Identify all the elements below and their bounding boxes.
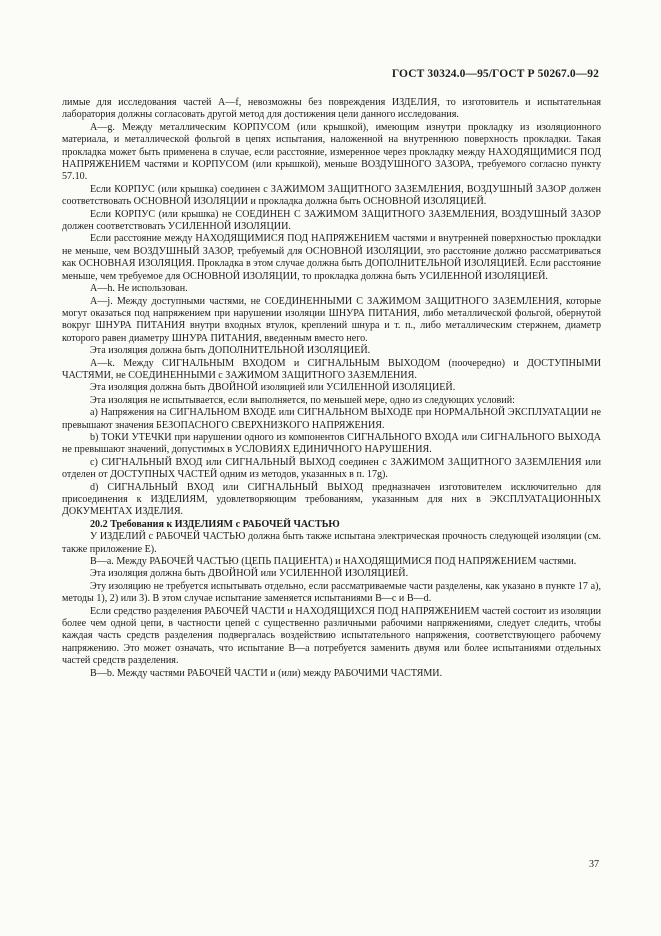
- paragraph: A—g. Между металлическим КОРПУСОМ (или крышкой), имеющим изнутри прокладку из изоляционного материала, и металлической фольгой в цепях испытания, наложенной на внутреннюю поверхность прокладки. Такая прокладка может быть применена в случае, если расстояние, измеренное через прокладку между НАХОДЯЩИМИСЯ ПОД НАПРЯЖЕНИЕМ частями и КОРПУСОМ (или крышкой), меньше ВОЗДУШНОГО ЗАЗОРА, требуемого согласно пункту 57.10.: [62, 121, 601, 183]
- paragraph: Если КОРПУС (или крышка) соединен с ЗАЖИМОМ ЗАЩИТНОГО ЗАЗЕМЛЕНИЯ, ВОЗДУШНЫЙ ЗАЗОР должен соответствовать ОСНОВНОЙ ИЗОЛЯЦИИ и прокладка должна быть ОСНОВНОЙ ИЗОЛЯЦИЕЙ.: [62, 183, 601, 208]
- document-header: ГОСТ 30324.0—95/ГОСТ Р 50267.0—92: [391, 68, 599, 80]
- paragraph: У ИЗДЕЛИЙ с РАБОЧЕЙ ЧАСТЬЮ должна быть также испытана электрическая прочность следующей изоляции (см. также приложение Е).: [62, 531, 601, 555]
- page-number: 37: [589, 859, 599, 870]
- paragraph: Если средство разделения РАБОЧЕЙ ЧАСТИ и НАХОДЯЩИХСЯ ПОД НАПРЯЖЕНИЕМ частей состоит из изоляции более чем одной цепи, в частности цепей с существенно различными рабочими напряжениями, следует следить, чтобы каждая часть средств разделения подвергалась воздействию испытательного напряжения, соответствующего рабочему напряжению. Это может означать, что испытание B—a потребуется заменить двумя или более испытаниями отдельных частей средств разделения.: [62, 605, 601, 667]
- paragraph: d) СИГНАЛЬНЫЙ ВХОД или СИГНАЛЬНЫЙ ВЫХОД предназначен изготовителем исключительно для присоединения к ИЗДЕЛИЯМ, удовлетворяющим требованиям, указанным для них в ЭКСПЛУАТАЦИОННЫХ ДОКУМЕНТАХ ИЗДЕЛИЯ.: [62, 481, 601, 518]
- paragraph: a) Напряжения на СИГНАЛЬНОМ ВХОДЕ или СИГНАЛЬНОМ ВЫХОДЕ при НОРМАЛЬНОЙ ЭКСПЛУАТАЦИИ не превышают значения БЕЗОПАСНОГО СВЕРХНИЗКОГО НАПРЯЖЕНИЯ.: [62, 407, 601, 431]
- paragraph: лимые для исследования частей A—f, невозможны без повреждения ИЗДЕЛИЯ, то изготовитель и испытательная лаборатория должны согласовать другой метод для достижения цели данного исследования.: [62, 97, 601, 121]
- paragraph: A—k. Между СИГНАЛЬНЫМ ВХОДОМ и СИГНАЛЬНЫМ ВЫХОДОМ (поочередно) и ДОСТУПНЫМИ ЧАСТЯМИ, не СОЕДИНЕННЫМИ с ЗАЖИМОМ ЗАЩИТНОГО ЗАЗЕМЛЕНИЯ.: [62, 357, 601, 381]
- paragraph: Эту изоляцию не требуется испытывать отдельно, если рассматриваемые части разделены, как указано в пункте 17 а), методы 1), 2) или 3). В этом случае испытание заменяется испытаниями B—c и B—d.: [62, 580, 601, 605]
- section-heading: 20.2 Требования к ИЗДЕЛИЯМ с РАБОЧЕЙ ЧАСТЬЮ: [90, 518, 340, 530]
- paragraph: c) СИГНАЛЬНЫЙ ВХОД или СИГНАЛЬНЫЙ ВЫХОД соединен с ЗАЖИМОМ ЗАЩИТНОГО ЗАЗЕМЛЕНИЯ или отделен от ДОСТУПНЫХ ЧАСТЕЙ одним из методов, указанных в п. 17g).: [62, 456, 601, 481]
- paragraph: A—j. Между доступными частями, не СОЕДИНЕННЫМИ С ЗАЖИМОМ ЗАЩИТНОГО ЗАЗЕМЛЕНИЯ, которые могут оказаться под напряжением при нарушении изоляции ШНУРА ПИТАНИЯ, либо металлической фольгой, обернутой вокруг ШНУРА ПИТАНИЯ внутри входных втулок, креплений шнура и т. п., либо металлическим стержнем, диаметр которого равен диаметру ШНУРА ПИТАНИЯ, введенным вместо него.: [62, 295, 601, 344]
- paragraph: Эта изоляция должна быть ДОПОЛНИТЕЛЬНОЙ ИЗОЛЯЦИЕЙ.: [90, 345, 371, 357]
- paragraph: Если расстояние между НАХОДЯЩИМИСЯ ПОД НАПРЯЖЕНИЕМ частями и внутренней поверхностью прокладки не меньше, чем ВОЗДУШНЫЙ ЗАЗОР, требуемый для ОСНОВНОЙ ИЗОЛЯЦИИ, это расстояние должно рассматриваться как ОСНОВНАЯ ИЗОЛЯЦИЯ. Прокладка в этом случае должна быть ДОПОЛНИТЕЛЬНОЙ ИЗОЛЯЦИЕЙ. Если расстояние меньше, чем требуемое для ОСНОВНОЙ ИЗОЛЯЦИИ, то прокладка должна быть УСИЛЕННОЙ ИЗОЛЯЦИЕЙ.: [62, 233, 601, 282]
- paragraph: Если КОРПУС (или крышка) не СОЕДИНЕН С ЗАЖИМОМ ЗАЩИТНОГО ЗАЗЕМЛЕНИЯ, ВОЗДУШНЫЙ ЗАЗОР должен соответствовать УСИЛЕННОЙ ИЗОЛЯЦИИ.: [62, 208, 601, 233]
- paragraph: Эта изоляция должна быть ДВОЙНОЙ изоляцией или УСИЛЕННОЙ ИЗОЛЯЦИЕЙ.: [90, 382, 456, 394]
- paragraph: b) ТОКИ УТЕЧКИ при нарушении одного из компонентов СИГНАЛЬНОГО ВХОДА или СИГНАЛЬНОГО ВЫХОДА не превышают значений, допустимых в УСЛОВИЯХ ЕДИНИЧНОГО НАРУШЕНИЯ.: [62, 431, 601, 456]
- document-body: [62, 97, 601, 680]
- paragraph: A—h. Не использован.: [90, 283, 188, 295]
- paragraph: Эта изоляция должна быть ДВОЙНОЙ или УСИЛЕННОЙ ИЗОЛЯЦИЕЙ.: [90, 568, 409, 580]
- paragraph: B—b. Между частями РАБОЧЕЙ ЧАСТИ и (или) между РАБОЧИМИ ЧАСТЯМИ.: [90, 667, 443, 679]
- paragraph: Эта изоляция не испытывается, если выполняется, по меньшей мере, одно из следующих условий:: [90, 394, 515, 406]
- paragraph: B—a. Между РАБОЧЕЙ ЧАСТЬЮ (ЦЕПЬ ПАЦИЕНТА) и НАХОДЯЩИМИСЯ ПОД НАПРЯЖЕНИЕМ частями.: [90, 556, 577, 568]
